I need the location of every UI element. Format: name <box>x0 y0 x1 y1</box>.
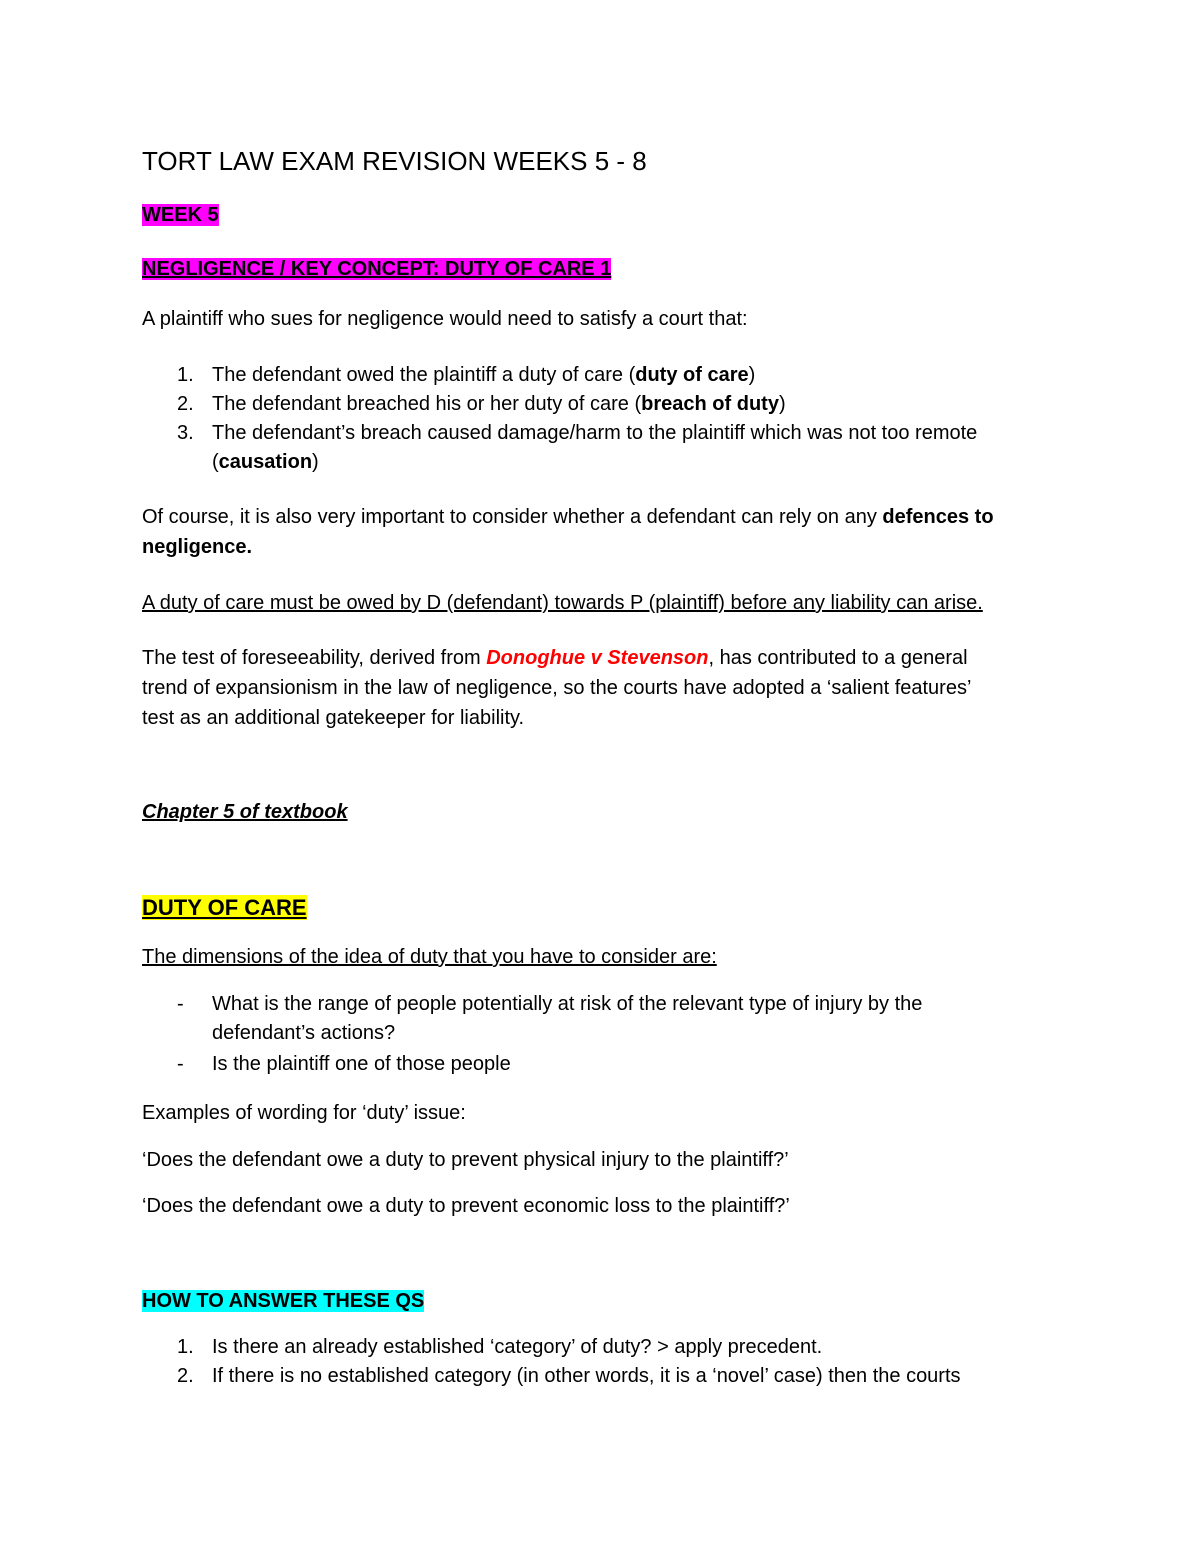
list-bold: duty of care <box>635 364 749 386</box>
foreseeability-post: , has contributed to a general <box>708 647 968 669</box>
foreseeability-line3: test as an additional gatekeeper for liability. <box>142 707 525 729</box>
list-item <box>142 1333 961 1362</box>
list-item <box>142 361 977 390</box>
list-text-line2: defendant’s actions? <box>212 1022 396 1044</box>
list-number: 1. <box>177 364 194 386</box>
answer-heading <box>142 1286 424 1316</box>
chapter-reference: Chapter 5 of textbook <box>142 801 348 823</box>
list-number: 2. <box>177 393 194 415</box>
list-number: 1. <box>177 1336 194 1358</box>
case-name: Donoghue v Stevenson <box>486 647 709 669</box>
duty-heading <box>142 893 307 923</box>
list-item <box>142 419 977 477</box>
list-text: Is the plaintiff one of those people <box>212 1053 511 1075</box>
list-item <box>142 390 977 419</box>
examples-intro: Examples of wording for ‘duty’ issue: <box>142 1102 466 1124</box>
example-question-2: ‘Does the defendant owe a duty to prevent economic loss to the plaintiff?’ <box>142 1195 790 1217</box>
answer-steps-list <box>142 1333 961 1391</box>
list-item <box>142 1362 961 1391</box>
answer-heading-text: HOW TO ANSWER THESE QS <box>142 1290 425 1312</box>
list-item <box>142 990 922 1048</box>
list-text: If there is no established category (in other words, it is a ‘novel’ case) then the courts <box>212 1365 961 1387</box>
list-after: ) <box>748 364 756 386</box>
list-number: 3. <box>177 422 194 444</box>
page-title-text: TORT LAW EXAM REVISION WEEKS 5 - 8 <box>142 146 647 176</box>
section-heading <box>142 254 611 284</box>
defences-text: Of course, it is also very important to consider whether a defendant can rely on any <box>142 506 883 528</box>
intro-paragraph: A plaintiff who sues for negligence would need to satisfy a court that: <box>142 308 748 330</box>
dimensions-intro: The dimensions of the idea of duty that you have to consider are: <box>142 946 717 968</box>
list-item <box>142 1050 922 1079</box>
week-heading <box>142 200 219 230</box>
list-dash: - <box>177 1053 184 1075</box>
list-line2-pre: ( <box>212 451 219 473</box>
list-text: The defendant breached his or her duty of care ( <box>212 393 642 415</box>
section-heading-text: NEGLIGENCE / KEY CONCEPT: DUTY OF CARE 1 <box>142 258 612 280</box>
list-after: ) <box>312 451 319 473</box>
list-number: 2. <box>177 1365 194 1387</box>
foreseeability-line2: trend of expansionism in the law of negligence, so the courts have adopted a ‘salient features’ <box>142 677 972 699</box>
negligence-elements-list <box>142 361 977 477</box>
list-text: What is the range of people potentially at risk of the relevant type of injury by the <box>212 993 923 1015</box>
page-title <box>142 146 647 176</box>
list-bold: breach of duty <box>641 393 779 415</box>
foreseeability-text: The test of foreseeability, derived from <box>142 647 487 669</box>
example-question-1: ‘Does the defendant owe a duty to prevent physical injury to the plaintiff?’ <box>142 1149 789 1171</box>
list-bold: causation <box>218 451 313 473</box>
list-dash: - <box>177 993 184 1015</box>
foreseeability-paragraph <box>142 643 971 733</box>
list-text: The defendant’s breach caused damage/harm to the plaintiff which was not too remote <box>212 422 978 444</box>
defences-paragraph <box>142 502 994 562</box>
week-heading-text: WEEK 5 <box>142 204 219 226</box>
duty-owed-statement: A duty of care must be owed by D (defendant) towards P (plaintiff) before any liability can arise. <box>142 592 983 614</box>
list-after: ) <box>778 393 786 415</box>
defences-bold-2: negligence. <box>142 536 253 558</box>
list-text: The defendant owed the plaintiff a duty of care ( <box>212 364 636 386</box>
dimensions-list <box>142 990 922 1079</box>
list-text: Is there an already established ‘category’ of duty? > apply precedent. <box>212 1336 823 1358</box>
defences-bold: defences to <box>882 506 994 528</box>
duty-heading-text: DUTY OF CARE <box>142 895 307 920</box>
